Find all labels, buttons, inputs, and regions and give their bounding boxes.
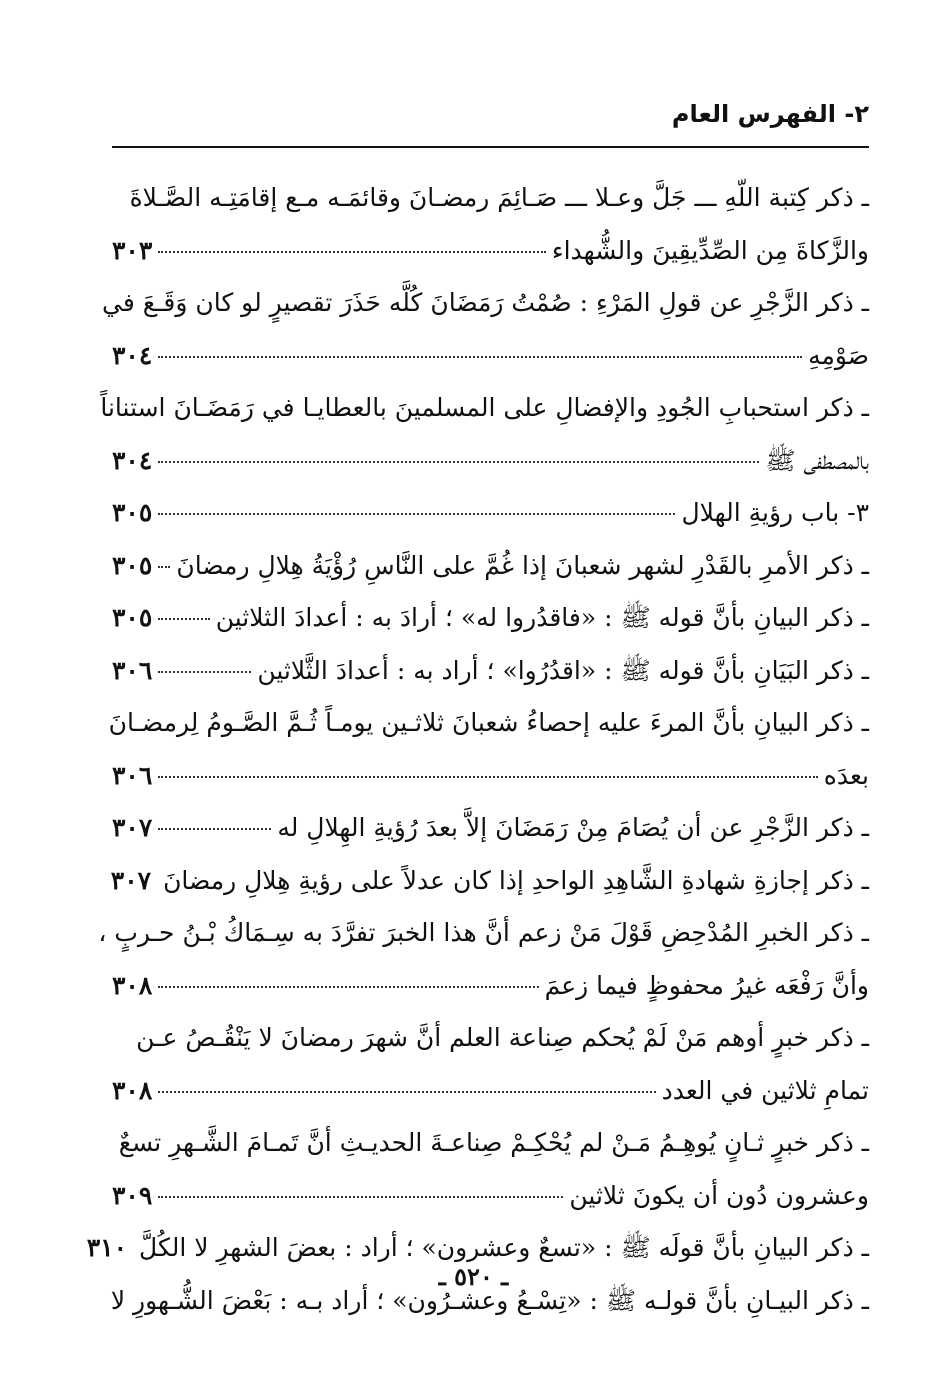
index-line-text: تمامِ ثلاثين في العدد	[661, 1076, 869, 1105]
index-line-text: ـ ذكر البيانِ بأنَّ قولَه ﷺ : «تسعٌ وعشرون» ؛ أراد : بعضَ الشهرِ لا الكُلَّ	[139, 1233, 869, 1262]
index-line	[112, 334, 869, 378]
index-line-text: ـ ذكر خبرٍ أوهم مَنْ لَمْ يُحكم صِناعة العلم أنَّ شهرَ رمضانَ لا يَنْقُـصُ عـن	[136, 1023, 869, 1052]
index-line-text: صَوْمِهِ	[808, 341, 869, 370]
index-page-number: ٣٠٥	[112, 498, 153, 527]
index-line	[98, 911, 869, 955]
index-page-number: ٣٠٤	[112, 341, 153, 370]
index-page-number: ٣٠٤	[112, 446, 153, 475]
index-line-text: ـ ذكر البَيَانِ بأنَّ قوله ﷺ : «اقدُرُوا» ؛ أراد به : أعدادَ الثَّلاثين	[257, 656, 869, 685]
index-line	[112, 176, 869, 220]
index-page-number: ٣٠٧	[110, 866, 152, 895]
index-page-number: ٣٠٦	[112, 761, 153, 790]
leader-dots	[158, 566, 170, 568]
index-line-text: ـ ذكر الخبرِ المُدْحِضِ قَوْلَ مَنْ زعم أنَّ هذا الخبرَ تفرَّدَ به سِـمَاكُ بْـنُ حـربٍ ،	[98, 918, 869, 947]
index-line-text: ـ ذكر إجازةِ شهادةِ الشَّاهِدِ الواحدِ إذا كان عدلاً على رؤيةِ هِلالِ رمضانَ	[163, 866, 869, 895]
index-line	[112, 1069, 869, 1113]
header-rule	[112, 146, 869, 148]
leader-dots	[158, 986, 538, 988]
index-line	[112, 544, 869, 588]
index-line-text: وأنَّ رَفْعَه غيرُ محفوظٍ فيما زعمَ	[544, 971, 869, 1000]
index-line-text: ـ ذكر خبرٍ ثـانٍ يُوهِـمُ مَـنْ لم يُحْكِـمْ صِناعـةَ الحديـثِ أنَّ تَمـامَ الشَّـهرِ تسعٌ	[118, 1128, 869, 1157]
index-line-text: ٣- باب رؤيةِ الهلال	[681, 498, 869, 527]
index-page-number: ٣١٠	[86, 1233, 128, 1262]
index-line-text: والزَّكاةَ مِن الصِّدِّيقِينَ والشُّهداء	[551, 236, 869, 265]
index-line-text: بالمصطفى ﷺ	[765, 446, 869, 475]
index-line	[112, 439, 869, 483]
index-line	[112, 229, 869, 273]
index-page-number: ٣٠٩	[112, 1181, 153, 1210]
index-page-number: ٣٠٧	[112, 813, 153, 842]
index-page-number: ٣٠٥	[112, 603, 153, 632]
index-line-text: وعشرون دُون أن يكونَ ثلاثين	[569, 1181, 869, 1210]
leader-dots	[158, 671, 251, 673]
index-page-number: ٣٠٦	[112, 656, 153, 685]
index-line	[112, 491, 869, 535]
index-line	[102, 281, 869, 325]
index-line-text: ـ ذكر الزَّجْرِ عن قولِ المَرْءِ : صُمْتُ رَمَضَانَ كُلَّه حَذَرَ تقصيرٍ لو كان وَقَـعَ في	[102, 288, 869, 317]
index-line	[108, 701, 869, 745]
index-line-text: ـ ذكر البيانِ بأنَّ قوله ﷺ : «فاقدُروا له» ؛ أرادَ به : أعدادَ الثلاثين	[215, 603, 869, 632]
index-line	[112, 964, 869, 1008]
leader-dots	[158, 461, 759, 463]
index-line-text: ـ ذكر البيـانِ بأنَّ قولـه ﷺ : «تِسْـعُ وعشـرُون» ؛ أراد بـه : بَعْضَ الشُّـهورِ لا	[110, 1286, 869, 1315]
index-line-text: ـ ذكر الزَّجْرِ عن أن يُصَامَ مِنْ رَمَضَانَ إلاَّ بعدَ رُؤيةِ الهِلالِ له	[277, 813, 869, 842]
index-page-number: ٣٠٨	[112, 1076, 153, 1105]
page-header-title: ٢- الفهرس العام	[671, 100, 869, 128]
leader-dots	[158, 1196, 563, 1198]
index-page-number: ٣٠٨	[112, 971, 153, 1000]
index-line	[100, 386, 869, 430]
index-line	[112, 596, 869, 640]
index-line	[112, 806, 869, 850]
leader-dots	[158, 513, 675, 515]
index-line-text: ـ ذكر الأمرِ بالقَدْرِ لشهر شعبانَ إذا غُمَّ على النَّاسِ رُؤْيَةُ هِلالِ رمضانَ	[176, 551, 869, 580]
index-line	[112, 1174, 869, 1218]
index-line	[112, 1121, 869, 1165]
index-line-text: ـ ذكر استحبابِ الجُودِ والإفضالِ على المسلمينَ بالعطايـا في رَمَضَـانَ استناناً	[100, 393, 869, 422]
index-page-number: ٣٠٥	[112, 551, 153, 580]
leader-dots	[158, 776, 817, 778]
leader-dots	[158, 618, 209, 620]
index-line-text: بعدَه	[823, 761, 869, 790]
leader-dots	[158, 251, 546, 253]
leader-dots	[158, 828, 271, 830]
page-number: ـ ٥٢٠ ـ	[438, 1262, 509, 1291]
index-line-text: ـ ذكر كِتبة اللّهِ ـــ جَلَّ وعـلا ـــ صَـائِمَ رمضـانَ وقائمَـه مـع إقامَتِـه الصَّـلاةَ	[129, 183, 869, 212]
leader-dots	[158, 1091, 655, 1093]
index-line	[112, 649, 869, 693]
index-line	[112, 1016, 869, 1060]
leader-dots	[158, 356, 802, 358]
index-line	[112, 754, 869, 798]
index-line	[112, 859, 869, 903]
index-page-number: ٣٠٣	[112, 236, 153, 265]
index-line-text: ـ ذكر البيانِ بأنَّ المرءَ عليه إحصاءُ شعبانَ ثلاثـين يومـاً ثُـمَّ الصَّـومُ لِرمضـانَ	[108, 708, 869, 737]
